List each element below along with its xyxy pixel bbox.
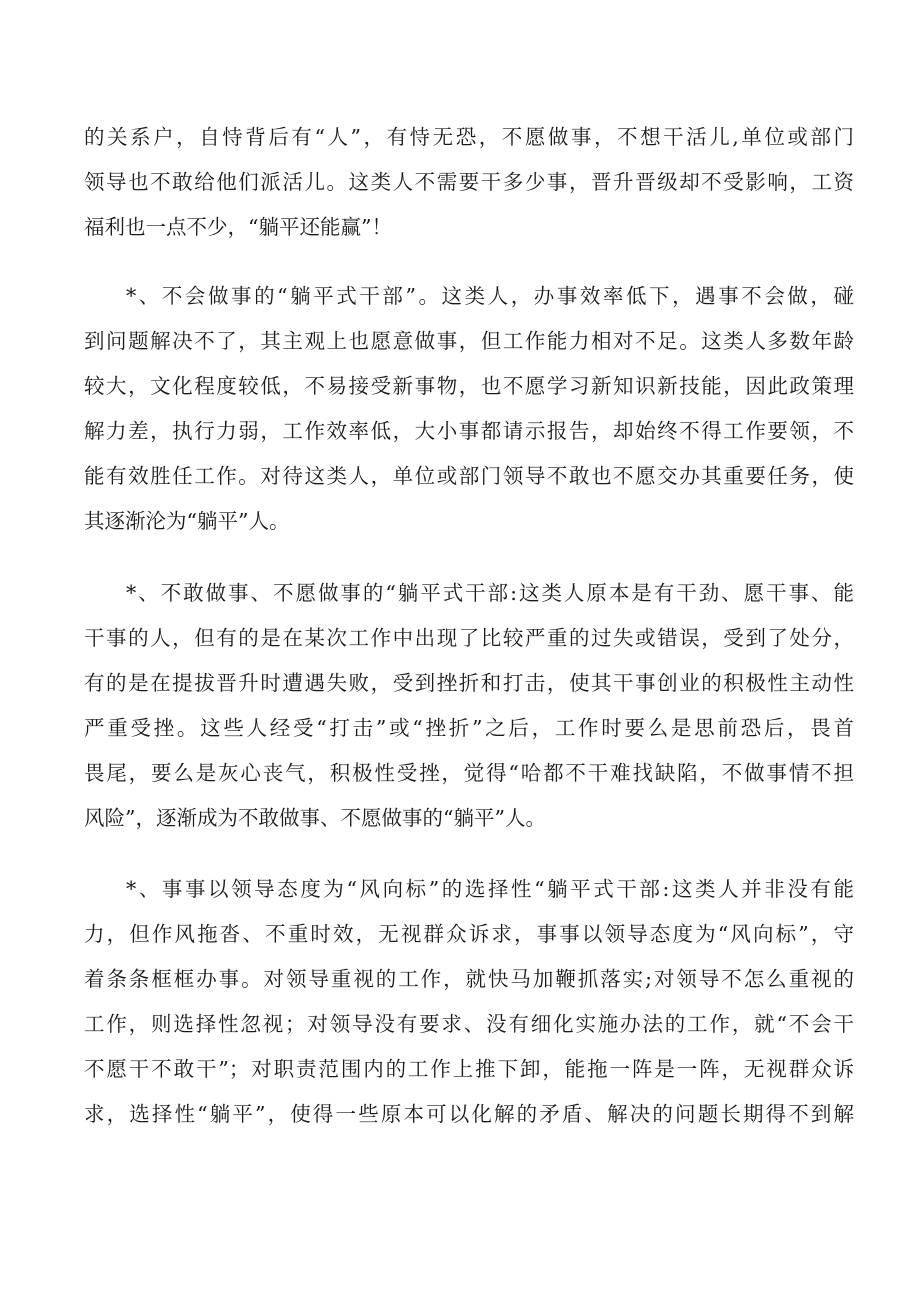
paragraph-4-line-5: 不愿干不敢干”；对职责范围内的工作上推下卸，能拖一阵是一阵，无视群众诉 (84, 1057, 854, 1081)
paragraph-4-line-3: 着条条框框办事。对领导重视的工作，就快马加鞭抓落实;对领导不怎么重视的 (84, 967, 854, 991)
paragraph-3-line-1: *、不敢做事、不愿做事的“躺平式干部:这类人原本是有干劲、愿干事、能 (126, 581, 854, 605)
paragraph-3-line-6: 风险”，逐渐成为不敢做事、不愿做事的“躺平”人。 (84, 806, 546, 830)
paragraph-3-line-2: 干事的人，但有的是在某次工作中出现了比较严重的过失或错误，受到了处分， (84, 626, 854, 650)
paragraph-3-line-3: 有的是在提拔晋升时遭遇失败，受到挫折和打击，使其干事创业的积极性主动性 (84, 671, 854, 695)
paragraph-1-line-1: 的关系户，自恃背后有“人”，有恃无恐，不愿做事，不想干活儿,单位或部门 (84, 125, 854, 149)
paragraph-2-line-2: 到问题解决不了，其主观上也愿意做事，但工作能力相对不足。这类人多数年龄 (84, 329, 854, 353)
paragraph-4-line-2: 力，但作风拖沓、不重时效，无视群众诉求，事事以领导态度为“风向标”，守 (84, 922, 854, 946)
paragraph-2-line-6: 其逐渐沦为“躺平”人。 (84, 509, 290, 533)
paragraph-2-line-3: 较大，文化程度较低，不易接受新事物，也不愿学习新知识新技能，因此政策理 (84, 374, 854, 398)
paragraph-4-line-6: 求，选择性“躺平”，使得一些原本可以化解的矛盾、解决的问题长期得不到解 (84, 1102, 854, 1126)
paragraph-2-line-1: *、不会做事的“躺平式干部”。这类人，办事效率低下，遇事不会做，碰 (126, 284, 854, 308)
paragraph-1-line-3: 福利也一点不少，“躺平还能赢”！ (84, 215, 392, 239)
paragraph-3-line-4: 严重受挫。这些人经受“打击”或“挫折”之后，工作时要么是思前恐后，畏首 (84, 716, 854, 740)
paragraph-4-line-1: *、事事以领导态度为“风向标”的选择性“躺平式干部:这类人并非没有能 (126, 877, 854, 901)
paragraph-3-line-5: 畏尾，要么是灰心丧气，积极性受挫，觉得“哈都不干难找缺陷，不做事情不担 (84, 761, 854, 785)
paragraph-2-line-4: 解力差，执行力弱，工作效率低，大小事都请示报告，却始终不得工作要领，不 (84, 419, 854, 443)
paragraph-2-line-5: 能有效胜任工作。对待这类人，单位或部门领导不敢也不愿交办其重要任务，使 (84, 464, 854, 488)
paragraph-4-line-4: 工作，则选择性忽视；对领导没有要求、没有细化实施办法的工作，就“不会干 (84, 1012, 854, 1036)
paragraph-1-line-2: 领导也不敢给他们派活儿。这类人不需要干多少事，晋升晋级却不受影响，工资 (84, 170, 854, 194)
